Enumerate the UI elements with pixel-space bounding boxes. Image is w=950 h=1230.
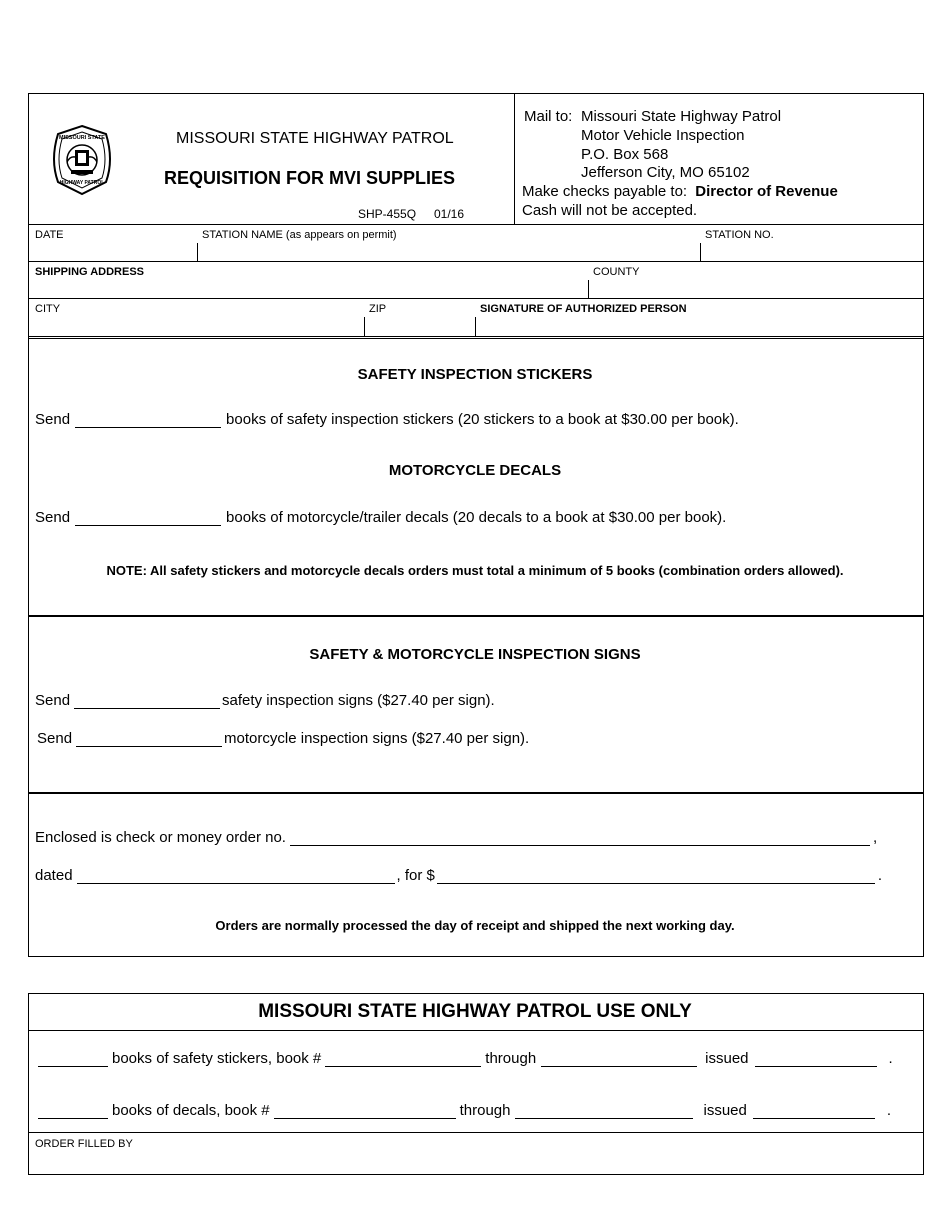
period: . xyxy=(888,1050,893,1067)
send-label: Send xyxy=(35,509,71,526)
patrol-decals-line xyxy=(38,1102,891,1119)
field-divider xyxy=(364,317,365,336)
stickers-description: books of safety inspection stickers (20 stickers to a book at $30.00 per book). xyxy=(226,411,739,428)
send-label: Send xyxy=(37,730,73,747)
check-number-line xyxy=(35,829,877,846)
form-date: 01/16 xyxy=(434,207,465,221)
signature-field[interactable] xyxy=(478,317,921,335)
motorcycle-signs-quantity-input[interactable] xyxy=(76,731,222,747)
decals-description: books of motorcycle/trailer decals (20 decals to a book at $30.00 per book). xyxy=(226,509,727,526)
dated-line xyxy=(35,867,882,884)
shipping-address-label: SHIPPING ADDRESS xyxy=(35,266,145,278)
missouri-state-highway-patrol-seal-icon xyxy=(48,124,116,196)
signs-heading: SAFETY & MOTORCYCLE INSPECTION SIGNS xyxy=(309,646,641,663)
mail-line-2: Motor Vehicle Inspection xyxy=(581,127,745,144)
enclosed-label: Enclosed is check or money order no. xyxy=(35,829,286,846)
decals-order-line xyxy=(35,509,726,526)
motorcycle-signs-description: motorcycle inspection signs ($27.40 per sign). xyxy=(224,730,530,747)
issued-label: issued xyxy=(703,1102,747,1119)
check-date-input[interactable] xyxy=(77,868,395,884)
header-divider xyxy=(514,93,515,225)
patrol-stickers-book-end-input[interactable] xyxy=(541,1051,697,1067)
patrol-decals-book-end-input[interactable] xyxy=(515,1103,693,1119)
station-name-field[interactable] xyxy=(200,243,698,260)
city-field[interactable] xyxy=(32,317,362,335)
safety-signs-order-line xyxy=(35,692,495,709)
patrol-stickers-issued-input[interactable] xyxy=(755,1051,877,1067)
safety-signs-quantity-input[interactable] xyxy=(74,693,220,709)
divider xyxy=(28,1030,924,1031)
patrol-decals-book-start-input[interactable] xyxy=(274,1103,456,1119)
checks-payable xyxy=(522,183,838,200)
form-number: SHP-455Q xyxy=(358,207,417,221)
svg-text:MISSOURI STATE: MISSOURI STATE xyxy=(59,135,105,141)
for-amount-label: , for $ xyxy=(396,867,435,884)
checks-label: Make checks payable to: xyxy=(522,183,688,200)
amount-input[interactable] xyxy=(437,868,875,884)
send-label: Send xyxy=(35,692,71,709)
date-field[interactable] xyxy=(32,243,195,260)
form-title: REQUISITION FOR MVI SUPPLIES xyxy=(164,168,456,188)
svg-text:HIGHWAY PATROL: HIGHWAY PATROL xyxy=(59,180,105,186)
agency-name: MISSOURI STATE HIGHWAY PATROL xyxy=(176,130,454,147)
decals-quantity-input[interactable] xyxy=(75,510,221,526)
mail-label: Mail to: xyxy=(524,108,573,125)
patrol-decals-books-input[interactable] xyxy=(38,1103,108,1119)
field-divider xyxy=(197,243,198,261)
patrol-stickers-label: books of safety stickers, book # xyxy=(112,1050,322,1067)
send-label: Send xyxy=(35,411,71,428)
cash-note: Cash will not be accepted. xyxy=(522,202,698,219)
through-label: through xyxy=(485,1050,537,1067)
comma: , xyxy=(872,829,878,846)
station-name-label: STATION NAME (as appears on permit) xyxy=(202,229,397,241)
signature-label: SIGNATURE OF AUTHORIZED PERSON xyxy=(480,303,687,315)
period: . xyxy=(886,1102,892,1119)
patrol-decals-label: books of decals, book # xyxy=(112,1102,270,1119)
station-no-label: STATION NO. xyxy=(705,229,774,241)
check-number-input[interactable] xyxy=(290,830,870,846)
divider xyxy=(28,261,924,262)
safety-signs-description: safety inspection signs ($27.40 per sign). xyxy=(222,692,495,709)
field-divider xyxy=(700,243,701,261)
mail-line-3: P.O. Box 568 xyxy=(581,146,669,163)
patrol-decals-issued-input[interactable] xyxy=(753,1103,875,1119)
zip-label: ZIP xyxy=(369,303,387,315)
station-no-field[interactable] xyxy=(703,243,921,260)
minimum-order-note: NOTE: All safety stickers and motorcycle decals orders must total a minimum of 5 books (combination orders allowed). xyxy=(106,563,844,578)
through-label: through xyxy=(459,1102,511,1119)
divider xyxy=(28,298,924,299)
issued-label: issued xyxy=(705,1050,749,1067)
county-field[interactable] xyxy=(591,280,921,297)
dated-label: dated xyxy=(35,867,73,884)
period: . xyxy=(877,867,883,884)
city-label: CITY xyxy=(35,303,61,315)
mail-line-1: Missouri State Highway Patrol xyxy=(581,108,782,125)
decals-heading: MOTORCYCLE DECALS xyxy=(388,462,562,479)
order-filled-by-field[interactable] xyxy=(32,1152,921,1172)
motorcycle-signs-order-line xyxy=(37,730,529,747)
divider xyxy=(28,1132,924,1133)
mail-line-4: Jefferson City, MO 65102 xyxy=(581,164,750,181)
zip-field[interactable] xyxy=(367,317,473,335)
shipping-address-field[interactable] xyxy=(32,280,586,297)
date-label: DATE xyxy=(35,229,64,241)
field-divider xyxy=(475,317,476,336)
divider xyxy=(28,224,924,225)
header-box xyxy=(28,93,924,339)
county-label: COUNTY xyxy=(593,266,640,278)
order-filled-by-label: ORDER FILLED BY xyxy=(35,1138,133,1150)
patrol-stickers-books-input[interactable] xyxy=(38,1051,108,1067)
checks-payee: Director of Revenue xyxy=(695,183,838,200)
stickers-heading: SAFETY INSPECTION STICKERS xyxy=(357,366,593,383)
stickers-quantity-input[interactable] xyxy=(75,412,221,428)
field-divider xyxy=(588,280,589,298)
patrol-stickers-line xyxy=(38,1050,893,1067)
processing-note: Orders are normally processed the day of receipt and shipped the next working day. xyxy=(215,918,735,933)
patrol-stickers-book-start-input[interactable] xyxy=(325,1051,481,1067)
stickers-order-line xyxy=(35,411,739,428)
patrol-use-heading: MISSOURI STATE HIGHWAY PATROL USE ONLY xyxy=(258,1001,692,1022)
